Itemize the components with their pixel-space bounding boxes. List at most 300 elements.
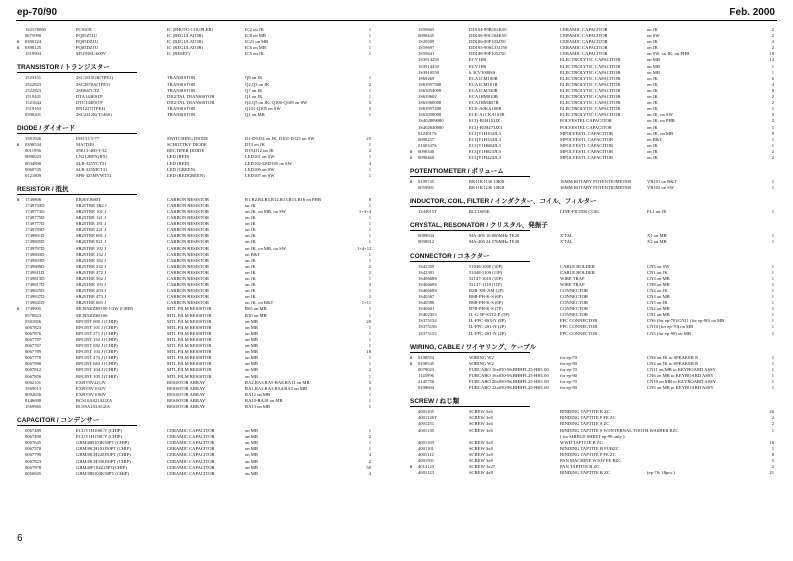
quantity: 1 bbox=[771, 179, 774, 185]
reference: on MB bbox=[245, 434, 258, 440]
part-number: 0390534 bbox=[25, 142, 42, 148]
description: LED (RED) bbox=[167, 154, 190, 160]
section-heading: CONNECTOR / コネクター bbox=[410, 251, 530, 262]
type-name: SCREW 3x8 bbox=[469, 445, 493, 451]
description: CONNECTOR bbox=[560, 312, 588, 318]
type-name: RPC05T 103 J (CHIP) bbox=[76, 349, 118, 355]
part-number: 1S42303 bbox=[418, 269, 435, 275]
reference: on JK bbox=[647, 81, 658, 87]
quantity: 1 bbox=[771, 185, 774, 191]
type-name: ECA1CM101B bbox=[469, 81, 498, 87]
reference: CN10 (for ep-70) on MB bbox=[647, 324, 694, 330]
type-name: ISS133 T-77 bbox=[76, 136, 100, 142]
description: ELECTROLYTIC CAPACITOR bbox=[560, 81, 621, 87]
reference: on MB bbox=[647, 69, 660, 75]
quantity: 1 bbox=[771, 306, 774, 312]
part-number: 0108545 bbox=[418, 360, 435, 366]
parts-row bbox=[410, 470, 778, 476]
description: CARBON RESISTOR bbox=[167, 202, 209, 208]
quantity: 1+3+4 bbox=[358, 208, 371, 214]
description: WIRE TRAP bbox=[560, 281, 585, 287]
type-name: 51048-1000 (10P) bbox=[469, 263, 503, 269]
type-name: DD105-99SL331J50 bbox=[469, 45, 508, 51]
description: for ep-90 bbox=[560, 360, 577, 366]
part-number: 1S2570060 bbox=[25, 27, 46, 32]
section-heading: CRYSTAL, RESONATOR / クリスタル、発振子 bbox=[410, 222, 548, 230]
section-heading: WIRING, CABLE / ワイヤリング、ケーブル bbox=[410, 343, 536, 351]
part-number: 1749806 bbox=[25, 196, 42, 202]
reference: on JK, on MB, on SW bbox=[245, 208, 286, 214]
description: MTL FILM RESISTOR bbox=[167, 367, 212, 373]
description: MTL FILM RESISTOR bbox=[167, 355, 212, 361]
type-name: M51958L-600V bbox=[76, 51, 107, 57]
description: POLYESTEL CAPACITOR bbox=[560, 118, 612, 124]
type-name: DTC144ESTP bbox=[76, 99, 103, 105]
quantity: 1 bbox=[771, 287, 774, 293]
reference: on JK, on B&T bbox=[245, 300, 274, 306]
type-name: ERJ6YJ680T bbox=[76, 196, 101, 202]
quantity: 20 bbox=[366, 318, 371, 324]
description: MTL FILM RESISTOR bbox=[167, 330, 212, 336]
part-number: 4001130 bbox=[418, 427, 434, 433]
part-number: 0578823 bbox=[25, 312, 42, 318]
part-number: 1S69269 bbox=[418, 75, 435, 81]
reference: on JK bbox=[245, 263, 256, 269]
quantity: 1 bbox=[771, 330, 774, 336]
reference: IC6 on MB bbox=[245, 45, 266, 51]
type-name: PQ05DZ1U bbox=[76, 45, 99, 51]
description: for ep-70 bbox=[560, 354, 577, 360]
description: CABLE HOLDER bbox=[560, 263, 595, 269]
mark: # bbox=[17, 45, 20, 51]
type-name: ECUV1H100CV (CHIP) bbox=[76, 428, 122, 434]
part-number: 1S402353 bbox=[418, 312, 437, 318]
quantity: 1 bbox=[771, 233, 774, 239]
type-name: PQ05DZ1U bbox=[76, 39, 99, 45]
quantity: 2 bbox=[368, 81, 371, 87]
description: ELECTROLYTIC CAPACITOR bbox=[560, 63, 621, 69]
part-number: 4001112 bbox=[418, 451, 434, 457]
part-number: 1749817D bbox=[25, 282, 45, 288]
quantity: 1 bbox=[368, 276, 371, 281]
description: CERAMIC CAPACITOR bbox=[560, 39, 608, 45]
reference: on MB bbox=[245, 440, 258, 446]
quantity: 1 bbox=[368, 239, 371, 245]
type-name: SCREW 4x8 bbox=[469, 470, 493, 476]
description: CARBON RESISTOR bbox=[167, 208, 209, 214]
part-number: 4001105 bbox=[418, 409, 434, 415]
parts-row bbox=[17, 471, 377, 477]
description: PAN TAPTITE B ZC bbox=[560, 464, 600, 470]
section-heading: TRANSISTOR / トランジスター bbox=[17, 62, 137, 73]
quantity: 5 bbox=[368, 99, 371, 105]
quantity: 18 bbox=[769, 51, 774, 57]
description: CONNECTOR bbox=[560, 287, 588, 293]
reference: CN4 on MB bbox=[647, 294, 670, 299]
description: CARBON RESISTOR bbox=[167, 282, 209, 288]
description: CARBON RESISTOR bbox=[167, 245, 209, 251]
quantity: 1 bbox=[368, 288, 371, 294]
quantity: 1 bbox=[368, 75, 371, 81]
mark: # bbox=[17, 142, 20, 148]
quantity: 1 bbox=[368, 440, 371, 446]
type-name: B6B-PH-K-S (6P) bbox=[469, 294, 503, 299]
reference: on SW, on JK, on PHB bbox=[647, 51, 690, 57]
part-number: 0067578 bbox=[25, 446, 42, 452]
description: MPOLYESTL CAPACITOR bbox=[560, 130, 614, 136]
page-number: 6 bbox=[17, 533, 23, 544]
mark: # bbox=[17, 196, 20, 202]
quantity: 1 bbox=[771, 445, 774, 451]
right-column bbox=[410, 27, 778, 476]
reference: RA13 on MB bbox=[245, 403, 271, 409]
reference: on MB bbox=[245, 446, 258, 452]
quantity: 3 bbox=[368, 282, 371, 288]
quantity: 16 bbox=[769, 439, 774, 445]
type-name: RPC05T 473 J (CHIP) bbox=[76, 355, 118, 361]
part-number: 1749775D bbox=[25, 215, 45, 221]
type-name: SR25TRE 681 J bbox=[76, 233, 106, 239]
reference: VR102 on SW bbox=[647, 185, 675, 191]
description: for ep-70 bbox=[560, 379, 577, 385]
type-name: ECQV1H684JL3 bbox=[469, 142, 501, 148]
type-name: SCREW 3x6 bbox=[469, 409, 493, 415]
description: CONNECTOR bbox=[560, 300, 588, 306]
part-number: 1749797D bbox=[25, 245, 45, 251]
description: MPOLYESTL CAPACITOR bbox=[560, 142, 614, 148]
reference: on MB bbox=[245, 355, 258, 361]
type-name: LN212RPX(RX) bbox=[76, 154, 108, 160]
description: BINDING TAPTITE B ZC bbox=[560, 470, 610, 476]
reference: D19,D12 on JK bbox=[245, 148, 274, 154]
description: MTL FILM RESISTOR bbox=[167, 373, 212, 379]
quantity: 1 bbox=[368, 446, 371, 452]
reference: on MB bbox=[245, 452, 258, 458]
description: 16MM ROTARY POTENTIOMETER bbox=[560, 179, 632, 185]
type-name: ECA1CM100B bbox=[469, 75, 498, 81]
description: CERAMIC CAPACITOR bbox=[560, 33, 608, 39]
type-name: 52147-1010 (10P) bbox=[469, 275, 503, 281]
type-name: SPR-325MVWT31 bbox=[76, 172, 112, 178]
reference: on JK, on SW bbox=[647, 112, 673, 118]
description: LED (GREEN) bbox=[167, 166, 196, 172]
part-number: 1749801D bbox=[25, 233, 45, 239]
part-number: 1S40567 bbox=[418, 294, 435, 299]
quantity: 21 bbox=[769, 470, 774, 476]
description: ELECTROLYTIC CAPACITOR bbox=[560, 94, 621, 100]
description: CERAMIC CAPACITOR bbox=[560, 27, 608, 32]
description: MTL FILM RESISTOR bbox=[167, 336, 212, 342]
part-number: 1749825D bbox=[25, 288, 45, 294]
description: WIRE TRAP bbox=[560, 275, 585, 281]
quantity: 1 bbox=[771, 106, 774, 112]
quantity: 1 bbox=[368, 251, 371, 257]
part-number: 1569013 bbox=[25, 385, 42, 391]
part-number: 0060745 bbox=[25, 166, 42, 172]
section-heading: RESISTOR / 抵抗 bbox=[17, 184, 137, 195]
part-number: 0108604 bbox=[418, 385, 435, 391]
reference: Q2,Q3 on JK bbox=[245, 81, 270, 87]
quantity: 2 bbox=[771, 421, 774, 427]
type-name: SCREW 3x6 bbox=[469, 421, 493, 427]
description: LED (REDGREEN) bbox=[167, 172, 205, 178]
reference: on JK bbox=[245, 239, 256, 245]
reference: CN1 on JK bbox=[647, 269, 668, 275]
type-name: GRM39CH101J50PT (CHIP) bbox=[76, 446, 131, 452]
type-name: ECQV1H224JL3 bbox=[469, 154, 501, 160]
type-name: ECQ-B1H473JZ3 bbox=[469, 124, 503, 130]
quantity: 1 bbox=[368, 33, 371, 39]
description: IC (REGULATOR) bbox=[167, 39, 204, 45]
reference: on JK bbox=[647, 94, 658, 100]
quantity: 2 bbox=[771, 148, 774, 154]
description: CERAMIC CAPACITOR bbox=[167, 464, 215, 470]
description: CERAMIC CAPACITOR bbox=[167, 446, 215, 452]
type-name: DD104-99B102K50 bbox=[469, 27, 507, 32]
quantity: 2 bbox=[771, 100, 774, 106]
part-number: 1519904 bbox=[25, 51, 42, 57]
part-number: 1749803D bbox=[25, 257, 45, 263]
reference: CN4 on JK bbox=[647, 287, 668, 293]
part-number: 1519163 bbox=[25, 105, 42, 111]
type-name: ECQV1H104JL3 bbox=[469, 130, 501, 136]
reference: D1-D9,D4 on JK, D101-D125 on SW bbox=[245, 136, 315, 142]
parts-row bbox=[17, 404, 377, 410]
quantity: 4 bbox=[368, 160, 371, 166]
reference: IC5 on JK bbox=[245, 51, 264, 57]
parts-row bbox=[410, 155, 778, 161]
part-number: 1519441 bbox=[25, 93, 42, 99]
type-name: SCREW 3x8 bbox=[469, 451, 493, 457]
reference: on MB bbox=[245, 343, 258, 349]
reference: CN6 on MB to KEYBOARD ASSY bbox=[647, 372, 714, 378]
part-number: 4001169 bbox=[418, 439, 434, 445]
type-name: GRM39B103K50PT (CHIP) bbox=[76, 470, 129, 476]
description: RESISTOR ARRAY bbox=[167, 385, 206, 391]
part-number: 0067876 bbox=[25, 330, 42, 336]
reference: on SW bbox=[647, 33, 660, 39]
description: IC (PHOTO COUPLER) bbox=[167, 27, 214, 32]
type-name: RK11K1230 10KB bbox=[469, 185, 505, 191]
part-number: 1749905 bbox=[25, 306, 42, 312]
quantity: 1 bbox=[368, 336, 371, 342]
description: for ep-90 bbox=[560, 372, 577, 378]
reference: on JK bbox=[647, 154, 658, 160]
type-name: RK11K1130 10KB bbox=[469, 179, 505, 185]
quantity: 1 bbox=[771, 136, 774, 142]
description: ELECTROLYTIC CAPACITOR bbox=[560, 69, 621, 75]
part-number: 0067767 bbox=[25, 343, 42, 349]
description: CERAMIC CAPACITOR bbox=[560, 51, 608, 57]
quantity: 5 bbox=[368, 385, 371, 391]
type-name: SR25TRE 332 J bbox=[76, 263, 106, 269]
quantity: 1 bbox=[771, 209, 774, 215]
reference: IC21 on MB bbox=[245, 39, 269, 45]
type-name: WIRING W2 bbox=[469, 360, 494, 366]
part-number: 4001126T bbox=[418, 415, 437, 421]
part-number: 4014123 bbox=[418, 464, 435, 470]
quantity: 1 bbox=[368, 324, 371, 330]
part-number: 1244915T bbox=[418, 209, 437, 215]
reference: on JK bbox=[647, 106, 658, 112]
part-number: 0067823 bbox=[25, 324, 42, 330]
part-number: 1522823 bbox=[25, 87, 42, 93]
description: RESISTOR ARRAY bbox=[167, 397, 206, 403]
parts-row bbox=[410, 385, 778, 391]
quantity: 2 bbox=[771, 45, 774, 51]
description: ELECTROLYTIC CAPACITOR bbox=[560, 100, 621, 106]
quantity: 2 bbox=[771, 27, 774, 32]
type-name: RPC05T 101 J (CHIP) bbox=[76, 324, 118, 330]
quantity: 2 bbox=[771, 415, 774, 421]
type-name: DD108-99F105Z50 bbox=[469, 51, 506, 57]
quantity: 1 bbox=[368, 227, 371, 233]
quantity: 8 bbox=[368, 196, 371, 202]
quantity: 1 bbox=[771, 385, 774, 391]
description: MTL FILM RESISTOR bbox=[167, 318, 212, 324]
quantity: 5 bbox=[368, 379, 371, 385]
part-number: 0108554 bbox=[418, 354, 435, 360]
part-number: 2145756 bbox=[418, 379, 435, 385]
type-name: RPC05T 271 J (CHIP) bbox=[76, 330, 118, 336]
type-name: B2B-XH-AM (2P) bbox=[469, 287, 504, 293]
description: CARBON RESISTOR bbox=[167, 294, 209, 300]
quantity: 2 bbox=[771, 118, 774, 124]
reference: on JK, on PHB bbox=[647, 118, 675, 124]
part-number: 1S29509 bbox=[418, 39, 435, 45]
type-name: SR25TRE 473 J bbox=[76, 294, 106, 300]
type-name: SLR-325VCT31 bbox=[76, 160, 107, 166]
quantity: 1 bbox=[771, 142, 774, 148]
reference: on JK bbox=[245, 221, 256, 227]
type-name: ECA1CM330B bbox=[469, 87, 498, 93]
quantity: 1 bbox=[771, 318, 774, 324]
reference: on MB bbox=[647, 63, 660, 69]
parts-row bbox=[17, 173, 377, 179]
type-name: ECA1HM010B bbox=[469, 94, 498, 100]
parts-row bbox=[17, 51, 377, 57]
type-name: DD106-99F103Z50 bbox=[469, 39, 506, 45]
part-number: 1S63054000 bbox=[418, 87, 442, 93]
description: CARBON RESISTOR bbox=[167, 288, 209, 294]
quantity: 1 bbox=[771, 263, 774, 269]
reference: on B&T bbox=[245, 251, 261, 257]
type-name: SR25TRE 1R2 J bbox=[76, 202, 107, 208]
reference: CN8 on MB bbox=[647, 281, 670, 287]
part-number: 1521644 bbox=[25, 99, 42, 105]
description: BINDING TAPTITE S W/INTERNAL TOOTH WASHER BZC bbox=[560, 427, 679, 433]
reference: X2 on MB bbox=[647, 239, 667, 245]
quantity: 1 bbox=[368, 373, 371, 379]
quantity: 1 bbox=[368, 343, 371, 349]
reference: RA10-RA18 on MB bbox=[245, 397, 283, 403]
type-name: SR25TRE 103 J bbox=[76, 282, 106, 288]
description: TRANSISTOR bbox=[167, 87, 196, 93]
type-name: B7B-PH-K-S (7P) bbox=[469, 306, 503, 312]
quantity: 1 bbox=[771, 312, 774, 318]
part-number: 0109745 bbox=[418, 179, 435, 185]
mark: # bbox=[17, 306, 20, 312]
type-name: SR25TRE 102 J bbox=[76, 245, 106, 251]
reference: CN4 on JK to SPEAKER R bbox=[647, 360, 699, 366]
part-number: 0067787 bbox=[25, 336, 42, 342]
description: ELECTROLYTIC CAPACITOR bbox=[560, 75, 621, 81]
reference: on JK bbox=[245, 269, 256, 275]
part-number: 0067990 bbox=[25, 361, 42, 367]
quantity: 2 bbox=[368, 263, 371, 269]
type-name: SR25TRE 221 J bbox=[76, 227, 106, 233]
reference: CN5 on SW bbox=[647, 263, 670, 269]
quantity: 1 bbox=[771, 239, 774, 245]
description: CARBON RESISTOR bbox=[167, 251, 209, 257]
reference: R65 on MB bbox=[245, 306, 267, 312]
type-name: GRM39CH330J50PT (CHIP) bbox=[76, 458, 131, 464]
quantity: 1 bbox=[368, 233, 371, 239]
description: FPC CONNECTOR bbox=[560, 330, 598, 336]
part-number: 1S63957500 bbox=[418, 81, 442, 87]
part-number: 1749783D bbox=[25, 227, 45, 233]
type-name: EXBV8V221JV bbox=[76, 379, 107, 385]
part-number: 0056845 bbox=[25, 470, 42, 476]
type-name: RCS9A103AGZA bbox=[76, 403, 110, 409]
type-name: RPC05T 152 J (CHIP) bbox=[76, 336, 118, 342]
quantity: 1 bbox=[368, 142, 371, 148]
reference: on JK bbox=[245, 276, 256, 281]
type-name: FURCABO 16x050-96,BHHFL25-HH1.00 bbox=[469, 366, 549, 372]
reference: on JK bbox=[647, 124, 658, 130]
description: TRANSISTOR bbox=[167, 112, 196, 118]
reference: LED101 on SW bbox=[245, 154, 275, 160]
part-number: 4001501 bbox=[418, 457, 435, 463]
quantity: 1 bbox=[771, 275, 774, 281]
reference: on JK bbox=[647, 148, 658, 154]
part-number: 1749841D bbox=[25, 300, 45, 306]
description: CABLE HOLDER bbox=[560, 269, 595, 275]
part-number: 0067789 bbox=[25, 349, 42, 355]
type-name: IL-FPC-8S3-N (8P) bbox=[469, 318, 506, 324]
reference: on MB bbox=[245, 458, 258, 464]
part-number: 0067489 bbox=[25, 428, 42, 434]
type-name: MA-406 24.576MHz TE28 bbox=[469, 239, 520, 245]
description: TRANSISTOR bbox=[167, 75, 196, 81]
reference: on JK bbox=[647, 87, 658, 93]
description: MTL FILM RESISTOR bbox=[167, 306, 212, 312]
type-name: ECE-A0KA100B bbox=[469, 106, 502, 112]
type-name: IL-G-5P-S3T2-E (5P) bbox=[469, 312, 510, 318]
type-name: SR25TRE 181 J bbox=[76, 221, 106, 227]
part-number: 1S59665 bbox=[418, 27, 435, 32]
part-number: 1749805D bbox=[25, 239, 45, 245]
part-number: 0098912 bbox=[418, 239, 435, 245]
part-number: 0675090 bbox=[25, 33, 42, 39]
part-number: 1S59641 bbox=[418, 51, 435, 57]
description: CONNECTOR bbox=[560, 306, 588, 312]
description: CARBON RESISTOR bbox=[167, 257, 209, 263]
type-name: 52147-1110 (11P) bbox=[469, 281, 503, 287]
part-number: 1145996 bbox=[418, 372, 434, 378]
quantity: 2 bbox=[368, 367, 371, 373]
part-number: 0062101 bbox=[25, 379, 42, 385]
reference: on MB bbox=[245, 324, 258, 330]
description: MPOLYESTL CAPACITOR bbox=[560, 136, 614, 142]
description: TRANSISTOR bbox=[167, 105, 196, 111]
part-number: 0100347S bbox=[418, 142, 437, 148]
quantity: 1 bbox=[368, 166, 371, 172]
reference: on MB bbox=[245, 428, 258, 434]
type-name: FURCABO 22x050-96,BHHFL25-HH1.00 bbox=[469, 385, 549, 391]
quantity: 1 bbox=[771, 379, 774, 385]
quantity: 1 bbox=[771, 69, 774, 75]
